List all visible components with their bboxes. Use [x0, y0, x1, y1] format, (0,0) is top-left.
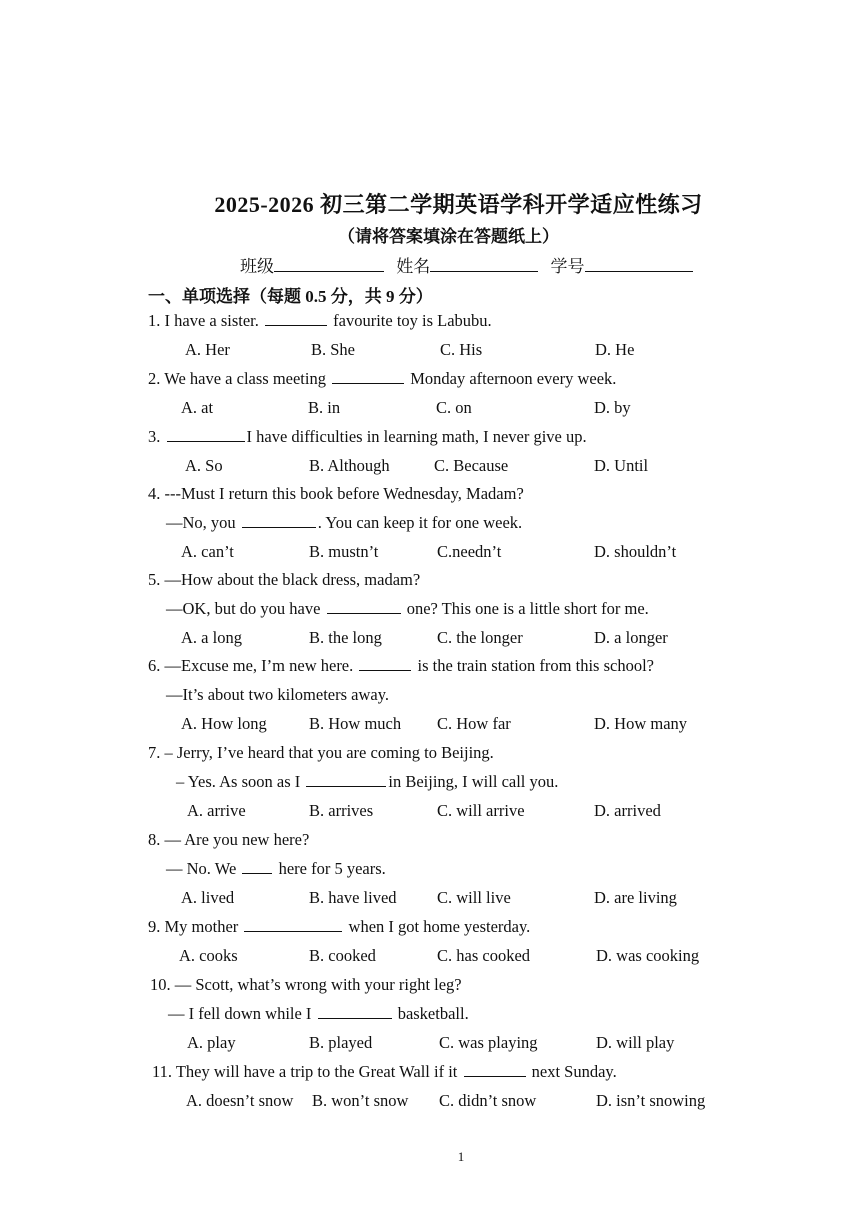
class-blank[interactable]	[274, 257, 384, 272]
id-blank[interactable]	[585, 257, 693, 272]
option: C. the longer	[437, 628, 523, 647]
option: A. lived	[181, 888, 235, 907]
option: C. will live	[437, 888, 511, 907]
option: C.needn’t	[437, 542, 502, 561]
option: B. cooked	[309, 946, 376, 965]
option: C. Because	[434, 456, 509, 475]
question-5-text-end: one? This one is a little short for me.	[402, 599, 649, 618]
option: B. She	[311, 340, 356, 359]
class-label: 班级	[240, 257, 274, 276]
option: B. have lived	[309, 888, 397, 907]
question-6-stem	[148, 656, 654, 676]
option: A. doesn’t snow	[186, 1091, 294, 1110]
section-heading: 一、单项选择（每题 0.5 分，共 9 分）	[148, 287, 433, 306]
question-7-text-end: in Beijing, I will call you.	[388, 772, 559, 791]
option: C. has cooked	[437, 946, 531, 965]
page-number: 1	[457, 1149, 465, 1164]
question-6-text: 6. —Excuse me, I’m new here.	[148, 656, 358, 675]
question-9-text-end: when I got home yesterday.	[344, 917, 531, 936]
option: D. a longer	[594, 628, 668, 647]
option: A. How long	[181, 714, 267, 733]
question-6-line2: —It’s about two kilometers away.	[166, 685, 390, 704]
option: A. a long	[181, 628, 242, 647]
question-2-text-end: Monday afternoon every week.	[406, 369, 617, 388]
question-9-text: 9. My mother	[148, 917, 243, 936]
question-8-text: — No. We	[166, 859, 241, 878]
answer-blank	[265, 312, 327, 326]
exam-subtitle: （请将答案填涂在答题纸上）	[338, 227, 559, 246]
option: D. are living	[594, 888, 677, 907]
option: A. cooks	[179, 946, 238, 965]
option: B. in	[308, 398, 341, 417]
option: A. can’t	[181, 542, 234, 561]
answer-blank	[359, 657, 411, 671]
option: C. will arrive	[437, 801, 525, 820]
option: D. by	[594, 398, 631, 417]
option: A. play	[187, 1033, 236, 1052]
option: B. played	[309, 1033, 373, 1052]
option: A. arrive	[187, 801, 246, 820]
option: C. How far	[437, 714, 511, 733]
answer-blank	[242, 514, 316, 528]
option: A. at	[181, 398, 214, 417]
option: C. His	[440, 340, 483, 359]
question-7-line1: 7. – Jerry, I’ve heard that you are coming to Beijing.	[148, 743, 494, 762]
question-7-text: – Yes. As soon as I	[176, 772, 305, 791]
answer-blank	[318, 1005, 392, 1019]
question-1-text-end: favourite toy is Labubu.	[329, 311, 492, 330]
question-1-text: 1. I have a sister.	[148, 311, 264, 330]
option: C. was playing	[439, 1033, 538, 1052]
student-info-line	[240, 252, 701, 277]
option: A. Her	[185, 340, 230, 359]
exam-title: 2025-2026 初三第二学期英语学科开学适应性练习	[214, 192, 703, 217]
question-10-text: — I fell down while I	[168, 1004, 316, 1023]
option: D. was cooking	[596, 946, 700, 965]
question-4-text-end: . You can keep it for one week.	[317, 513, 523, 532]
option: D. arrived	[594, 801, 661, 820]
option: D. isn’t snowing	[596, 1091, 706, 1110]
question-3-text: 3.	[148, 427, 165, 446]
option: D. He	[595, 340, 635, 359]
option: B. arrives	[309, 801, 374, 820]
option: C. on	[436, 398, 472, 417]
option: B. Although	[309, 456, 390, 475]
question-4-stem	[166, 513, 522, 533]
option: B. mustn’t	[309, 542, 379, 561]
question-11-stem	[152, 1062, 617, 1082]
option: D. How many	[594, 714, 688, 733]
name-label: 姓名	[396, 257, 431, 276]
answer-blank	[242, 860, 272, 874]
answer-blank	[306, 773, 386, 787]
question-6-text-end: is the train station from this school?	[413, 656, 654, 675]
question-10-stem	[168, 1004, 469, 1024]
question-9-stem	[148, 917, 530, 937]
question-7-stem	[176, 772, 558, 792]
option: C. didn’t snow	[439, 1091, 537, 1110]
question-10-line1: 10. — Scott, what’s wrong with your right leg?	[150, 975, 462, 994]
option: B. the long	[309, 628, 382, 647]
question-5-stem	[166, 599, 649, 619]
answer-blank	[464, 1063, 526, 1077]
question-10-text-end: basketball.	[393, 1004, 469, 1023]
question-3-text-end: I have difficulties in learning math, I never give up.	[246, 427, 587, 446]
question-2-stem	[148, 369, 616, 389]
option: B. How much	[309, 714, 402, 733]
question-3-stem	[148, 427, 587, 447]
question-8-line1: 8. — Are you new here?	[148, 830, 310, 849]
option: D. shouldn’t	[594, 542, 677, 561]
question-4-line1: 4. ---Must I return this book before Wednesday, Madam?	[148, 484, 524, 503]
answer-blank	[327, 600, 401, 614]
question-4-text: —No, you	[166, 513, 240, 532]
question-5-text: —OK, but do you have	[166, 599, 325, 618]
option: D. Until	[594, 456, 649, 475]
answer-blank	[167, 428, 245, 442]
id-label: 学号	[550, 257, 585, 276]
question-5-line1: 5. —How about the black dress, madam?	[148, 570, 421, 589]
option: B. won’t snow	[312, 1091, 409, 1110]
question-2-text: 2. We have a class meeting	[148, 369, 331, 388]
answer-blank	[332, 370, 404, 384]
question-8-text-end: here for 5 years.	[274, 859, 386, 878]
option: D. will play	[596, 1033, 675, 1052]
name-blank[interactable]	[430, 257, 538, 272]
option: A. So	[185, 456, 223, 475]
question-11-text: 11. They will have a trip to the Great Wall if it	[152, 1062, 462, 1081]
question-1-stem	[148, 311, 492, 331]
question-8-stem	[166, 859, 386, 879]
question-11-text-end: next Sunday.	[527, 1062, 617, 1081]
answer-blank	[244, 918, 342, 932]
